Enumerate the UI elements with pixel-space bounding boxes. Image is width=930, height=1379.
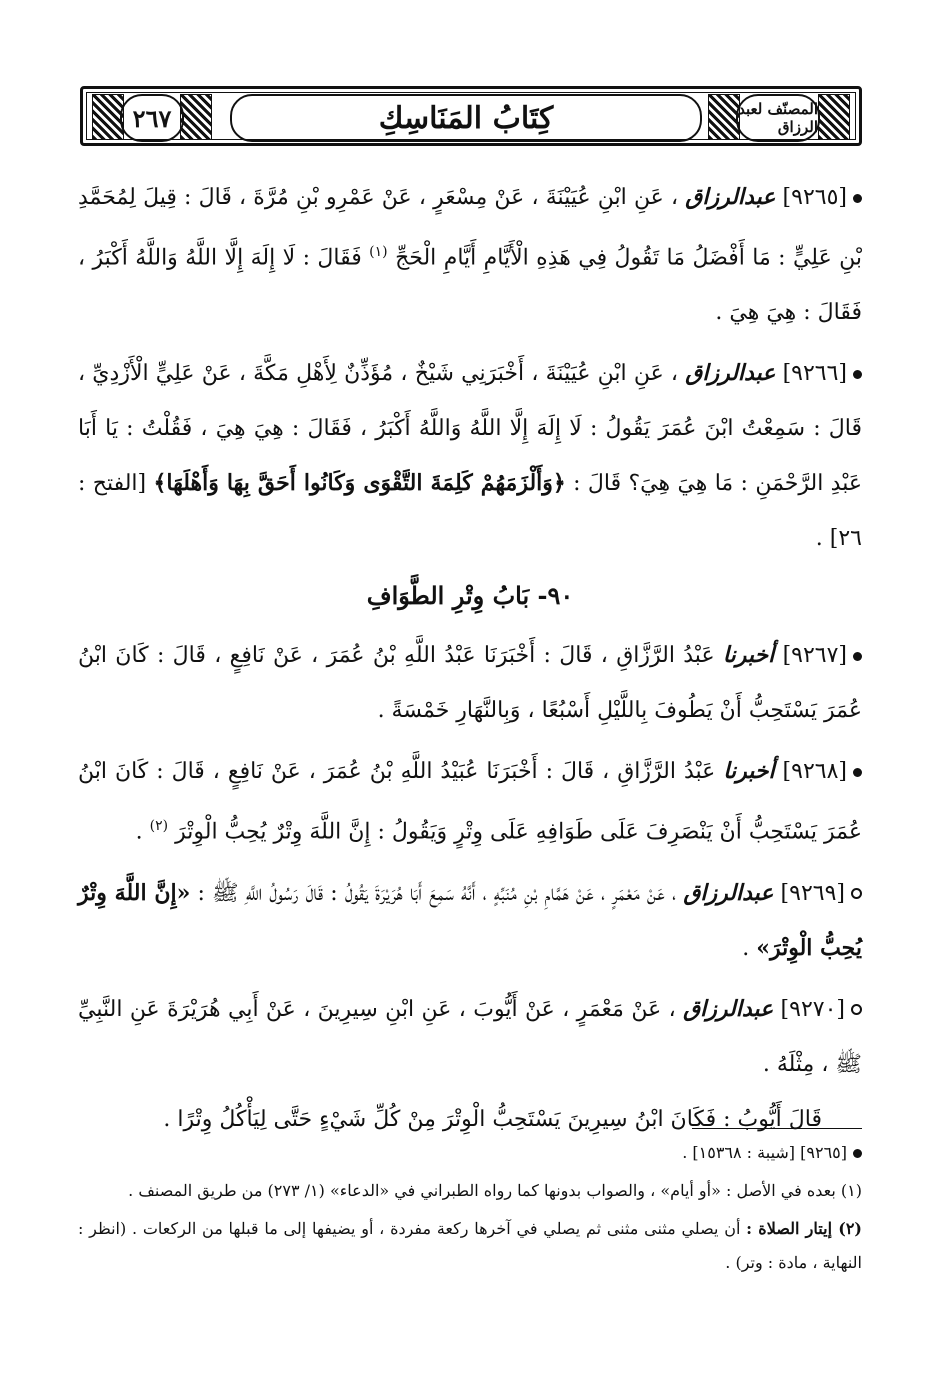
hadith-9265 [78, 170, 862, 340]
prophetic-saying: «إِنَّ اللَّهَ وِتْرٌ يُحِبُّ الْوِتْرَ» [78, 879, 862, 961]
footnote-ref: (٢) [149, 818, 169, 835]
page-number: ٢٦٧ [132, 103, 172, 133]
quran-verse: ﴿وَأَلْزَمَهُمْ كَلِمَةَ التَّقْوَى وَكَانُوا أَحَقَّ بِهَا وَأَهْلَهَا﴾ [153, 470, 566, 497]
hadith-text: فَقَالَ : لَا إِلَهَ إِلَّا اللَّهُ وَاللَّهُ أَكْبَرُ ، فَقَالَ : هِيَ هِيَ . [78, 245, 862, 326]
footnote-ref: (١) [369, 244, 388, 260]
open-circle-icon [851, 888, 862, 899]
hadith-followup: قَالَ أَيُّوبُ : فَكَانَ ابْنُ سِيرِينَ يَسْتَحِبُّ الْوِتْرَ مِنْ كُلِّ شَيْءٍ حَتَّى لِيَأْكُلُ وِتْرًا . [163, 1106, 822, 1132]
footnote-2-label: (٢) إيتار الصلاة : [746, 1219, 862, 1238]
filled-circle-icon [853, 194, 862, 203]
hadith-number: [٩٢٦٩] [780, 880, 845, 906]
footnote-1: (١) بعده في الأصل : «أو أيام» ، والصواب بدونها كما رواه الطبراني في «الدعاء» (١/ ٢٧٣) من طريق المصنف . [128, 1181, 862, 1200]
filled-circle-icon [853, 768, 862, 777]
footnote-2 [78, 1212, 862, 1280]
ornament-icon [818, 94, 850, 140]
hadith-number: [٩٢٦٦] [782, 361, 848, 387]
page-header [80, 86, 862, 146]
footnote-2-text: أن يصلي مثنى مثنى ثم يصلي في آخرها ركعة مفردة ، أو يضيفها إلى ما قبلها من الركعات . (انظر : النهاية ، مادة : وتر) . [78, 1219, 862, 1272]
author-emblem [736, 94, 820, 142]
hadith-text: عَبْدُ الرَّزَّاقِ ، قَالَ : أَخْبَرَنَا عُبَيْدُ اللَّهِ بْنُ عُمَرَ ، عَنْ نَافِعٍ ، قَالَ : كَانَ ابْنُ عُمَرَ يَسْتَحِبُّ أَنْ يَنْصَرِفَ عَلَى طَوَافِهِ عَلَى وِتْرٍ وَيَقُولُ : إِنَّ اللَّهَ وِتْرٌ يُحِبُّ الْوِتْرَ [78, 759, 862, 845]
hadith-9269 [78, 866, 862, 976]
hadith-text: ، عَنْ مَعْمَرٍ ، عَنْ أَيُّوبَ ، عَنِ ابْنِ سِيرِينَ ، عَنْ أَبِي هُرَيْرَةَ عَنِ النَّبِيِّ ﷺ ، مِثْلَهُ . [78, 996, 862, 1077]
main-text [78, 170, 862, 1153]
hadith-end: . [742, 935, 750, 961]
footnotes [78, 1136, 862, 1284]
hadith-number: [٩٢٦٧] [782, 643, 848, 669]
hadith-number: [٩٢٦٥] [782, 185, 847, 210]
footnote-source [78, 1136, 862, 1170]
narrator-name: عبدالرزاق [685, 360, 776, 387]
narrator-name: أخبرنا [723, 758, 775, 785]
narrator-name: أخبرنا [722, 642, 775, 669]
hadith-9267 [78, 628, 862, 738]
filled-circle-icon [853, 652, 862, 661]
footnote-divider [692, 1128, 862, 1129]
verse-reference: [الفتح : ٢٦] . [78, 471, 862, 552]
author-emblem-text: المصنّف لعبد الرزاق [738, 100, 818, 136]
chapter-heading: ٩٠- بَابُ وِتْرِ الطَّوَافِ [366, 581, 574, 611]
hadith-end: . [135, 819, 143, 845]
book-title: كِتَابُ المَنَاسِكِ [378, 100, 554, 136]
narrator-name: عبدالرزاق [683, 995, 774, 1022]
narrator-name: عبدالرزاق [683, 879, 774, 906]
open-circle-icon [851, 1004, 862, 1015]
hadith-number: [٩٢٧٠] [780, 996, 845, 1022]
narrator-name: عبدالرزاق [685, 184, 776, 210]
hadith-text: ، عَنْ مَعْمَرٍ ، عَنْ هَمَّامِ بْنِ مُنَبِّهٍ ، أَنَّهُ سَمِعَ أَبَا هُرَيْرَةَ يَقُولُ : قَالَ رَسُولُ اللَّهِ ﷺ : [197, 880, 677, 906]
ornament-icon [180, 94, 212, 140]
hadith-text: ، عَنِ ابْنِ عُيَيْنَةَ ، عَنْ مِسْعَرٍ ، عَنْ عَمْرِو بْنِ مُرَّةَ ، قَالَ : قِيلَ لِمُحَمَّدِ بْنِ عَلِيٍّ : مَا أَفْضَلُ مَا تَقُولُ فِي هَذِهِ الْأَيَّامِ أَيَّامِ الْحَجِّ [78, 185, 862, 271]
book-title-cartouche [230, 94, 702, 142]
page-number-cartouche [120, 94, 184, 142]
hadith-9268 [78, 744, 862, 859]
hadith-text: ، عَنِ ابْنِ عُيَيْنَةَ ، أَخْبَرَنِي شَيْخٌ ، مُؤَذِّنٌ لِأَهْلِ مَكَّةَ ، عَنْ عَلِيٍّ الْأَزْدِيِّ ، قَالَ : سَمِعْتُ ابْنَ عُمَرَ يَقُولُ : لَا إِلَهَ إِلَّا اللَّهُ وَاللَّهُ أَكْبَرُ ، فَقَالَ : هِيَ هِيَ ، فَقُلْتُ : يَا أَبَا عَبْدِ الرَّحْمَنِ : مَا هِيَ هِيَ؟ قَالَ : [78, 361, 862, 497]
hadith-number: [٩٢٦٨] [782, 759, 847, 785]
hadith-9270 [78, 982, 862, 1147]
footnote-source-text: [٩٢٦٥] [شيبة : ١٥٣٦٨] . [682, 1143, 847, 1162]
hadith-9266 [78, 346, 862, 566]
hadith-text: عَبْدُ الرَّزَّاقِ ، قَالَ : أَخْبَرَنَا عَبْدُ اللَّهِ بْنُ عُمَرَ ، عَنْ نَافِعٍ ، قَالَ : كَانَ ابْنُ عُمَرَ يَسْتَحِبُّ أَنْ يَطُوفَ بِاللَّيْلِ أَسْبُعًا ، وَبِالنَّهَارِ خَمْسَةً . [78, 643, 862, 724]
filled-circle-icon [853, 1149, 862, 1158]
filled-circle-icon [853, 370, 862, 379]
